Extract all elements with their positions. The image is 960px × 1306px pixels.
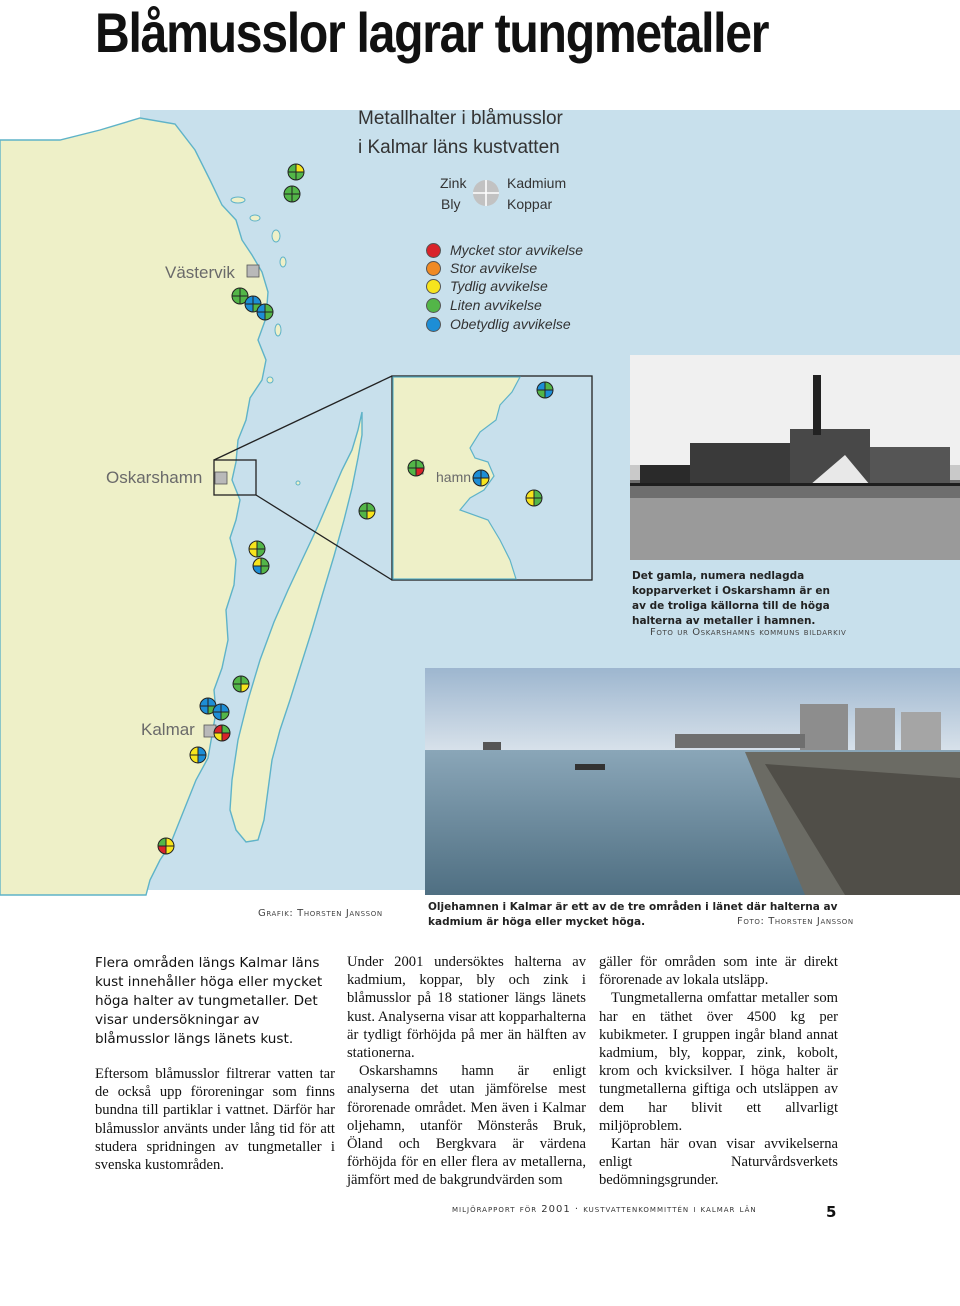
station-marker bbox=[284, 186, 300, 202]
station-marker bbox=[257, 304, 273, 320]
photo-oil-harbour-credit: Foto: Thorsten Jansson bbox=[737, 916, 854, 927]
station-marker bbox=[253, 558, 269, 574]
station-marker bbox=[473, 470, 489, 486]
station-marker bbox=[190, 747, 206, 763]
article-column-2 bbox=[347, 953, 586, 1190]
station-marker bbox=[158, 838, 174, 854]
map-credit: Grafik: Thorsten Jansson bbox=[258, 908, 383, 919]
article-paragraph: Eftersom blåmusslor filtrerar vatten tar de också upp föroreningar som finns bundna till partiklar i vattnet. Därför har blåmusslor använts under lång tid för att studera spridningen av tungmetaller i svenska kustområden. bbox=[95, 1066, 335, 1174]
legend-key-kadmium: Kadmium bbox=[507, 175, 567, 191]
article-paragraph: Under 2001 undersöktes halterna av kadmium, koppar, bly och zink i blåmusslor på 18 stationer längs länets kust. Analyserna visar att kopparhalterna är tydligt förhöjda på mer än hälften av stationerna. bbox=[347, 954, 586, 1062]
legend-item bbox=[426, 278, 548, 294]
article-paragraph: Oskarshamns hamn är enligt analyserna det utan jämförelse mest förorenade området. Men även i Kalmar oljehamn, utanför Mönsterås Bruk, Öland och Bergkvara är värdena förhöjda för en eller flera av metallerna, jämfört med de bakgrundvärden som bbox=[347, 1063, 586, 1189]
station-marker bbox=[249, 541, 265, 557]
legend-item-label: Mycket stor avvikelse bbox=[450, 242, 584, 258]
photo-copper-works-image bbox=[630, 355, 960, 560]
article-paragraph: Tungmetallerna omfattar metaller som har en täthet över 4500 kg per kubikmeter. I gruppen ingår bland annat kadmium, bly, koppar, zink, kobolt, krom och kvicksilver. I höga halter är tungmetallerna giftiga och utsläppen av dem har blivit ett allvarligt miljöproblem. bbox=[599, 990, 838, 1134]
photo-copper-works bbox=[630, 355, 960, 560]
legend-color-swatch bbox=[426, 261, 441, 276]
place-vastervik: Västervik bbox=[165, 263, 235, 282]
article-paragraph: Kartan här ovan visar avvikelserna enligt Naturvårdsverkets bedömningsgrunder. bbox=[599, 1136, 838, 1189]
article-column-1 bbox=[95, 954, 335, 1174]
article-lead: Flera områden längs Kalmar läns kust innehåller höga eller mycket höga halter av tungmetaller. Det visar undersökningar av blåmusslor längs länets kust. bbox=[95, 955, 323, 1047]
article-column-3 bbox=[599, 953, 838, 1190]
legend-key-bly: Bly bbox=[441, 196, 461, 212]
photo-oil-harbour-image bbox=[425, 668, 960, 895]
legend-item bbox=[426, 297, 542, 313]
legend-key-koppar: Koppar bbox=[507, 196, 553, 212]
legend-item-label: Liten avvikelse bbox=[450, 297, 542, 313]
place-kalmar: Kalmar bbox=[141, 720, 195, 739]
legend-item-label: Tydlig avvikelse bbox=[450, 278, 548, 294]
legend-color-swatch bbox=[426, 298, 441, 313]
legend-color-swatch bbox=[426, 243, 441, 258]
station-marker bbox=[288, 164, 304, 180]
station-marker bbox=[526, 490, 542, 506]
article-paragraph: gäller för områden som inte är direkt förorenade av lokala utsläpp. bbox=[599, 954, 838, 989]
page-number: 5 bbox=[826, 1203, 837, 1221]
legend-item-label: Obetydlig avvikelse bbox=[450, 316, 571, 332]
legend-title-line2: i Kalmar läns kustvatten bbox=[358, 137, 560, 158]
legend-item-label: Stor avvikelse bbox=[450, 260, 538, 276]
photo-copper-works-credit: Foto ur Oskarshamns kommuns bildarkiv bbox=[650, 627, 847, 638]
station-marker bbox=[214, 725, 230, 741]
photo-oil-harbour bbox=[425, 668, 960, 895]
legend-item bbox=[426, 242, 583, 258]
photo-oil-harbour-caption: Oljehamnen i Kalmar är ett av de tre områden i länet där halterna av kadmium är höga eller mycket höga. bbox=[428, 901, 838, 928]
legend-title-line1: Metallhalter i blåmusslor bbox=[358, 108, 563, 129]
place-oskarshamn: Oskarshamn bbox=[106, 468, 203, 487]
station-marker bbox=[408, 460, 424, 476]
station-marker bbox=[213, 704, 229, 720]
station-marker bbox=[359, 503, 375, 519]
legend-key-zink: Zink bbox=[440, 175, 467, 191]
page-footer: miljörapport för 2001 · kustvattenkommittén i kalmar län bbox=[452, 1204, 757, 1215]
legend-color-swatch bbox=[426, 317, 441, 332]
legend-title bbox=[358, 104, 563, 162]
station-marker bbox=[233, 676, 249, 692]
legend-color-swatch bbox=[426, 279, 441, 294]
legend-item bbox=[426, 260, 537, 276]
place-hamn: hamn bbox=[436, 469, 472, 485]
legend-item bbox=[426, 316, 571, 332]
photo-copper-works-caption: Det gamla, numera nedlagda kopparverket i Oskarshamn är en av de troliga källorna till de höga halterna av metaller i hamnen. bbox=[632, 570, 830, 627]
headline: Blåmusslor lagrar tungmetaller bbox=[95, 1, 769, 64]
station-marker bbox=[537, 382, 553, 398]
